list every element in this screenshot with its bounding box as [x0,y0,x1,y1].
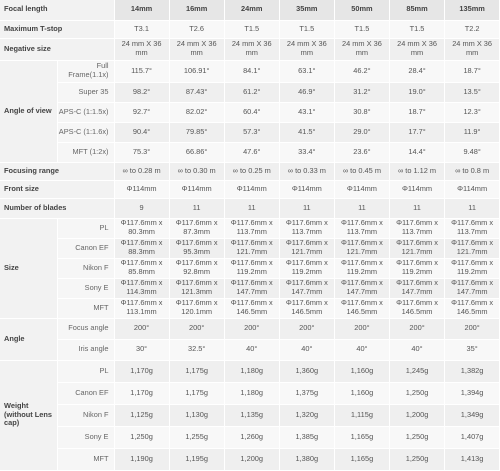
sub-label: MFT (1:2x) [57,142,114,162]
value-cell: T1.5 [389,20,444,38]
value-cell: 1,175g [169,382,224,404]
value-cell: 11.9° [445,122,500,142]
value-cell: Φ114mm [224,180,279,198]
value-cell: Φ117.6mm x 113.7mm [334,218,389,238]
value-cell: 12.3° [445,102,500,122]
spec-row-size-mft [0,298,500,318]
value-cell: Φ114mm [279,180,334,198]
spec-row-angle-of-view-super-35 [0,82,500,102]
value-cell: 200° [389,318,444,339]
value-cell: 14mm [114,0,169,20]
value-cell: 1,200g [389,404,444,426]
value-cell: 14.4° [389,142,444,162]
spec-row-angle-of-view-mft-1-2x [0,142,500,162]
spec-row-angle-focus-angle [0,318,500,339]
value-cell: 1,195g [169,448,224,470]
section-label: Front size [0,180,114,198]
value-cell: ∞ to 0.25 m [224,162,279,180]
spec-row-weight-without-lens-cap-mft [0,448,500,470]
sub-label: Sony E [57,426,114,448]
value-cell: 115.7° [114,60,169,82]
value-cell: Φ117.6mm x 113.7mm [445,218,500,238]
section-label: Focal length [0,0,114,20]
value-cell: T2.6 [169,20,224,38]
sub-label: Nikon F [57,258,114,278]
spec-row-focal-length [0,0,500,20]
value-cell: 106.91° [169,60,224,82]
value-cell: 24 mm X 36 mm [334,38,389,60]
value-cell: 1,125g [114,404,169,426]
spec-row-angle-of-view-aps-c-1-1-6x [0,122,500,142]
value-cell: 17.7° [389,122,444,142]
value-cell: 1,375g [279,382,334,404]
value-cell: ∞ to 1.12 m [389,162,444,180]
value-cell: 84.1° [224,60,279,82]
value-cell: 30.8° [334,102,389,122]
value-cell: Φ117.6mm x 147.7mm [445,278,500,298]
value-cell: 1,115g [334,404,389,426]
value-cell: Φ117.6mm x 120.1mm [169,298,224,318]
section-label: Angle of view [0,60,57,162]
value-cell: 1,260g [224,426,279,448]
value-cell: ∞ to 0.8 m [445,162,500,180]
value-cell: 61.2° [224,82,279,102]
spec-row-size-sony-e [0,278,500,298]
value-cell: Φ117.6mm x 119.2mm [389,258,444,278]
value-cell: 28.4° [389,60,444,82]
value-cell: 32.5° [169,339,224,360]
value-cell: 90.4° [114,122,169,142]
value-cell: Φ117.6mm x 113.7mm [224,218,279,238]
value-cell: Φ117.6mm x 147.7mm [334,278,389,298]
sub-label: PL [57,360,114,382]
spec-row-angle-of-view-aps-c-1-1-5x [0,102,500,122]
sub-label: MFT [57,298,114,318]
value-cell: 40° [334,339,389,360]
sub-label: Canon EF [57,238,114,258]
value-cell: 1,394g [445,382,500,404]
sub-label: APS-C (1:1.5x) [57,102,114,122]
value-cell: 24 mm X 36 mm [169,38,224,60]
value-cell: Φ114mm [445,180,500,198]
sub-label: Sony E [57,278,114,298]
value-cell: Φ117.6mm x 121.7mm [445,238,500,258]
sub-label: Focus angle [57,318,114,339]
value-cell: 1,320g [279,404,334,426]
value-cell: 63.1° [279,60,334,82]
value-cell: 200° [445,318,500,339]
value-cell: 50mm [334,0,389,20]
value-cell: 57.3° [224,122,279,142]
value-cell: Φ117.6mm x 92.8mm [169,258,224,278]
sub-label: MFT [57,448,114,470]
value-cell: 87.43° [169,82,224,102]
value-cell: 200° [224,318,279,339]
value-cell: 1,382g [445,360,500,382]
spec-row-maximum-t-stop [0,20,500,38]
value-cell: 1,380g [279,448,334,470]
spec-row-angle-iris-angle [0,339,500,360]
value-cell: 135mm [445,0,500,20]
value-cell: 1,170g [114,360,169,382]
value-cell: 1,160g [334,382,389,404]
value-cell: 35° [445,339,500,360]
value-cell: 11 [279,198,334,218]
value-cell: 1,180g [224,382,279,404]
value-cell: 43.1° [279,102,334,122]
value-cell: 18.7° [445,60,500,82]
spec-row-focusing-range [0,162,500,180]
value-cell: 1,175g [169,360,224,382]
value-cell: Φ117.6mm x 146.5mm [334,298,389,318]
value-cell: 13.5° [445,82,500,102]
spec-row-number-of-blades [0,198,500,218]
value-cell: Φ117.6mm x 119.2mm [445,258,500,278]
spec-row-front-size [0,180,500,198]
value-cell: Φ114mm [334,180,389,198]
value-cell: ∞ to 0.33 m [279,162,334,180]
value-cell: Φ114mm [114,180,169,198]
value-cell: Φ117.6mm x 147.7mm [389,278,444,298]
value-cell: 66.86° [169,142,224,162]
value-cell: Φ117.6mm x 87.3mm [169,218,224,238]
value-cell: Φ117.6mm x 113.1mm [114,298,169,318]
value-cell: 18.7° [389,102,444,122]
section-label: Size [0,218,57,318]
value-cell: 9 [114,198,169,218]
value-cell: 200° [114,318,169,339]
value-cell: 75.3° [114,142,169,162]
value-cell: Φ117.6mm x 147.7mm [224,278,279,298]
sub-label: Nikon F [57,404,114,426]
value-cell: 98.2° [114,82,169,102]
value-cell: Φ117.6mm x 119.2mm [334,258,389,278]
value-cell: 24 mm X 36 mm [279,38,334,60]
value-cell: 40° [279,339,334,360]
value-cell: 1,130g [169,404,224,426]
value-cell: Φ117.6mm x 146.5mm [279,298,334,318]
section-label: Maximum T-stop [0,20,114,38]
value-cell: 1,255g [169,426,224,448]
value-cell: 1,250g [389,448,444,470]
spec-row-angle-of-view-full-frame-1-1x [0,60,500,82]
value-cell: 1,349g [445,404,500,426]
value-cell: 1,413g [445,448,500,470]
sub-label: Iris angle [57,339,114,360]
value-cell: 79.85° [169,122,224,142]
value-cell: 35mm [279,0,334,20]
value-cell: 29.0° [334,122,389,142]
value-cell: 24 mm X 36 mm [445,38,500,60]
sub-label: Super 35 [57,82,114,102]
sub-label: PL [57,218,114,238]
spec-row-negative-size [0,38,500,60]
value-cell: 11 [334,198,389,218]
value-cell: 33.4° [279,142,334,162]
value-cell: 11 [445,198,500,218]
value-cell: 24mm [224,0,279,20]
spec-row-weight-without-lens-cap-sony-e [0,426,500,448]
section-label: Number of blades [0,198,114,218]
value-cell: Φ117.6mm x 85.8mm [114,258,169,278]
section-label: Weight (without Lens cap) [0,360,57,470]
value-cell: 16mm [169,0,224,20]
sub-label: APS-C (1:1.6x) [57,122,114,142]
value-cell: Φ117.6mm x 114.3mm [114,278,169,298]
value-cell: Φ117.6mm x 88.3mm [114,238,169,258]
value-cell: 11 [169,198,224,218]
value-cell: ∞ to 0.30 m [169,162,224,180]
value-cell: 200° [279,318,334,339]
value-cell: 60.4° [224,102,279,122]
spec-row-weight-without-lens-cap-nikon-f [0,404,500,426]
value-cell: 40° [224,339,279,360]
value-cell: 85mm [389,0,444,20]
value-cell: Φ117.6mm x 146.5mm [445,298,500,318]
value-cell: 1,160g [334,360,389,382]
value-cell: 1,407g [445,426,500,448]
value-cell: Φ117.6mm x 147.7mm [279,278,334,298]
spec-row-weight-without-lens-cap-canon-ef [0,382,500,404]
value-cell: 19.0° [389,82,444,102]
value-cell: Φ117.6mm x 113.7mm [389,218,444,238]
sub-label: Full Frame(1.1x) [57,60,114,82]
spec-row-size-nikon-f [0,258,500,278]
value-cell: 24 mm X 36 mm [114,38,169,60]
value-cell: 1,180g [224,360,279,382]
value-cell: 11 [224,198,279,218]
value-cell: 24 mm X 36 mm [389,38,444,60]
value-cell: Φ117.6mm x 80.3mm [114,218,169,238]
spec-row-weight-without-lens-cap-pl [0,360,500,382]
value-cell: 11 [389,198,444,218]
value-cell: 30° [114,339,169,360]
value-cell: 31.2° [334,82,389,102]
value-cell: T1.5 [279,20,334,38]
value-cell: ∞ to 0.28 m [114,162,169,180]
value-cell: 1,250g [389,382,444,404]
value-cell: Φ117.6mm x 121.7mm [334,238,389,258]
value-cell: 200° [169,318,224,339]
spec-row-size-pl [0,218,500,238]
value-cell: 47.6° [224,142,279,162]
value-cell: Φ114mm [169,180,224,198]
value-cell: Φ117.6mm x 119.2mm [279,258,334,278]
value-cell: Φ117.6mm x 121.7mm [279,238,334,258]
value-cell: Φ117.6mm x 146.5mm [224,298,279,318]
value-cell: 92.7° [114,102,169,122]
value-cell: 1,250g [114,426,169,448]
value-cell: T1.5 [334,20,389,38]
value-cell: Φ117.6mm x 95.3mm [169,238,224,258]
value-cell: Φ117.6mm x 121.3mm [169,278,224,298]
value-cell: 1,200g [224,448,279,470]
section-label: Negative size [0,38,114,60]
value-cell: 46.2° [334,60,389,82]
value-cell: 1,165g [334,448,389,470]
value-cell: 23.6° [334,142,389,162]
value-cell: 1,245g [389,360,444,382]
value-cell: T1.5 [224,20,279,38]
value-cell: 200° [334,318,389,339]
value-cell: 24 mm X 36 mm [224,38,279,60]
value-cell: Φ117.6mm x 113.7mm [279,218,334,238]
value-cell: Φ117.6mm x 121.7mm [224,238,279,258]
sub-label: Canon EF [57,382,114,404]
value-cell: 1,165g [334,426,389,448]
value-cell: ∞ to 0.45 m [334,162,389,180]
section-label: Focusing range [0,162,114,180]
value-cell: 1,190g [114,448,169,470]
value-cell: 9.48° [445,142,500,162]
value-cell: Φ114mm [389,180,444,198]
value-cell: 1,170g [114,382,169,404]
value-cell: 1,135g [224,404,279,426]
value-cell: 40° [389,339,444,360]
value-cell: 41.5° [279,122,334,142]
value-cell: T2.2 [445,20,500,38]
value-cell: 1,360g [279,360,334,382]
value-cell: Φ117.6mm x 119.2mm [224,258,279,278]
value-cell: Φ117.6mm x 146.5mm [389,298,444,318]
value-cell: 46.9° [279,82,334,102]
section-label: Angle [0,318,57,360]
value-cell: 1,385g [279,426,334,448]
value-cell: T3.1 [114,20,169,38]
value-cell: 1,250g [389,426,444,448]
value-cell: Φ117.6mm x 121.7mm [389,238,444,258]
spec-row-size-canon-ef [0,238,500,258]
value-cell: 82.02° [169,102,224,122]
